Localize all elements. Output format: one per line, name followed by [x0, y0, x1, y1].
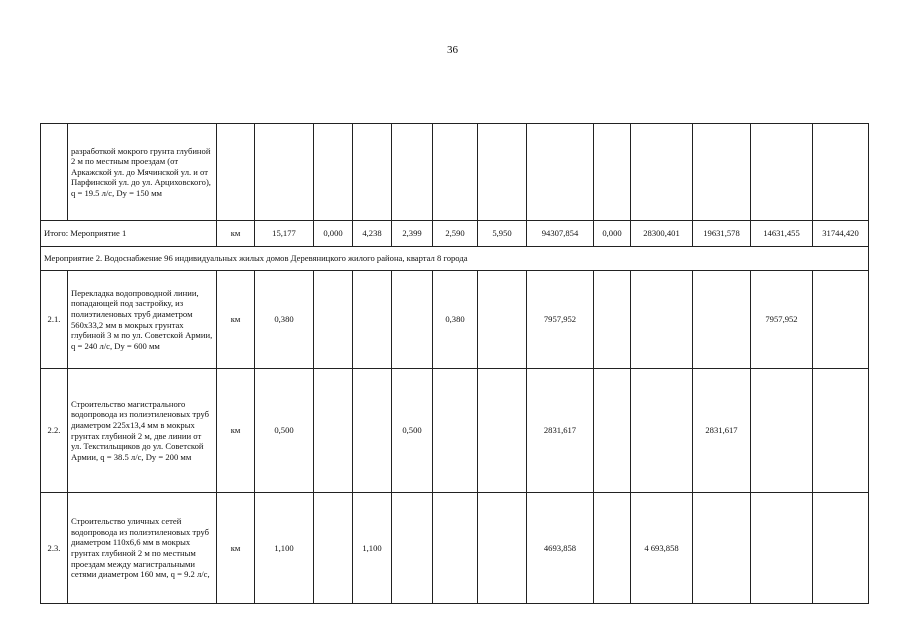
- value-cell: 0,000: [314, 221, 353, 247]
- value-cell: 0,380: [255, 271, 314, 369]
- value-cell: [353, 271, 392, 369]
- value-cell: [631, 369, 693, 493]
- value-cell: [693, 271, 751, 369]
- value-cell: 4,238: [353, 221, 392, 247]
- section-heading-row: [41, 247, 869, 271]
- row-description: Перекладка водопроводной линии, попадающей под застройку, из полиэтиленовых труб диаметром 560х33,2 мм в мокрых грунтах глубиной 3 м по ул. Советской Армии, q = 240 л/с, Dу = 600 мм: [68, 271, 217, 369]
- value-cell: [751, 369, 813, 493]
- value-cell: 0,000: [594, 221, 631, 247]
- unit-cell: км: [217, 271, 255, 369]
- measures-table: [40, 123, 869, 604]
- value-cell: 15,177: [255, 221, 314, 247]
- section-heading: Мероприятие 2. Водоснабжение 96 индивидуальных жилых домов Деревяницкого жилого района, квартал 8 города: [41, 247, 869, 271]
- row-description: Строительство магистрального водопровода из полиэтиленовых труб диаметром 225х13,4 мм в мокрых грунтах глубиной 2 м, две линии от ул. Текстильщиков до ул. Советской Армии, q = 38.5 л/с, Dу = 200 мм: [68, 369, 217, 493]
- value-cell: 2831,617: [693, 369, 751, 493]
- value-cell: [631, 271, 693, 369]
- row-description: разработкой мокрого грунта глубиной 2 м по местным проездам (от Аркажской ул. до Мячинской ул. и от Парфинской ул. до ул. Арциховского), q = 19.5 л/с, Dу = 150 мм: [68, 124, 217, 221]
- row-description: Строительство уличных сетей водопровода из полиэтиленовых труб диаметром 110х6,6 мм в мокрых грунтах глубиной 2 м по местным проездам между магистральными сетями диаметром 160 мм, q = 9.2 л/с,: [68, 493, 217, 604]
- table-row-continued: [41, 124, 869, 221]
- value-cell: 0,500: [392, 369, 433, 493]
- table-row: [41, 369, 869, 493]
- value-cell: 2831,617: [527, 369, 594, 493]
- value-cell: 7957,952: [527, 271, 594, 369]
- unit-cell: км: [217, 493, 255, 604]
- value-cell: 14631,455: [751, 221, 813, 247]
- value-cell: 19631,578: [693, 221, 751, 247]
- table-row: [41, 271, 869, 369]
- value-cell: 2,399: [392, 221, 433, 247]
- value-cell: 1,100: [353, 493, 392, 604]
- value-cell: [478, 271, 527, 369]
- value-cell: 7957,952: [751, 271, 813, 369]
- value-cell: 4 693,858: [631, 493, 693, 604]
- value-cell: 1,100: [255, 493, 314, 604]
- value-cell: [478, 369, 527, 493]
- total-label: Итого: Мероприятие 1: [41, 221, 217, 247]
- value-cell: [693, 493, 751, 604]
- value-cell: [433, 493, 478, 604]
- value-cell: [314, 493, 353, 604]
- table-row: [41, 493, 869, 604]
- table-row-total: [41, 221, 869, 247]
- value-cell: 2,590: [433, 221, 478, 247]
- value-cell: [813, 271, 869, 369]
- value-cell: [433, 369, 478, 493]
- page-number: 36: [447, 44, 458, 56]
- value-cell: [392, 493, 433, 604]
- value-cell: [594, 271, 631, 369]
- row-no: 2.3.: [41, 493, 68, 604]
- value-cell: [478, 493, 527, 604]
- value-cell: [594, 493, 631, 604]
- row-no: 2.2.: [41, 369, 68, 493]
- value-cell: 94307,854: [527, 221, 594, 247]
- value-cell: 0,500: [255, 369, 314, 493]
- row-no: 2.1.: [41, 271, 68, 369]
- row-no: [41, 124, 68, 221]
- value-cell: [751, 493, 813, 604]
- value-cell: 5,950: [478, 221, 527, 247]
- value-cell: 0,380: [433, 271, 478, 369]
- value-cell: [594, 369, 631, 493]
- value-cell: [813, 493, 869, 604]
- value-cell: 31744,420: [813, 221, 869, 247]
- value-cell: [392, 271, 433, 369]
- unit-cell: км: [217, 369, 255, 493]
- unit-cell: км: [217, 221, 255, 247]
- value-cell: [314, 271, 353, 369]
- value-cell: [314, 369, 353, 493]
- value-cell: [353, 369, 392, 493]
- value-cell: 4693,858: [527, 493, 594, 604]
- value-cell: 28300,401: [631, 221, 693, 247]
- value-cell: [813, 369, 869, 493]
